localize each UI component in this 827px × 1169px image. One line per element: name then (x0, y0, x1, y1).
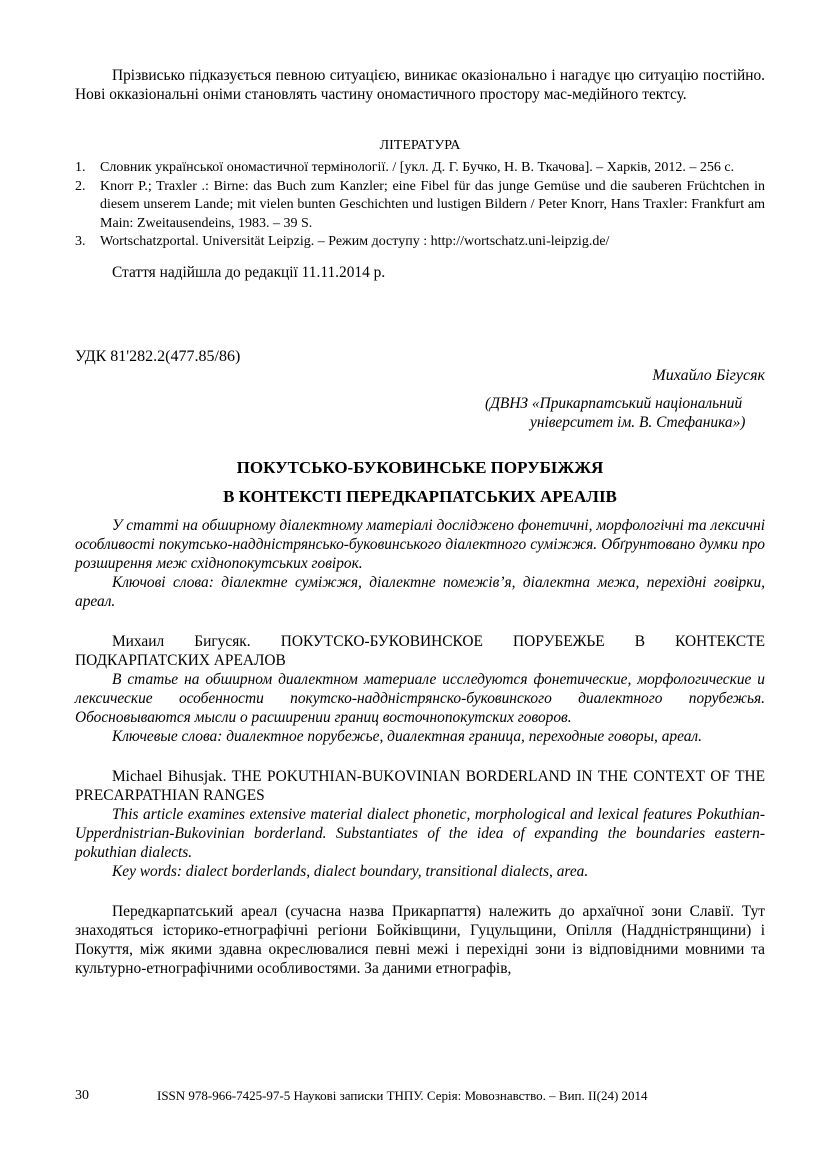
reference-text: Wortschatzportal. Universität Leipzig. – Режим доступу : http://wortschatz.uni-leipzig.de/ (100, 234, 610, 249)
references-list (75, 159, 765, 252)
abstract-russian (75, 632, 765, 746)
abstract-heading: Michael Bihusjak. THE POKUTHIAN-BUKOVINIAN BORDERLAND IN THE CONTEXT OF THE PRECARPATHIAN RANGES (75, 767, 765, 804)
reference-number: 1. (75, 160, 86, 175)
keywords: Key words: dialect borderlands, dialect boundary, transitional dialects, area. (112, 862, 589, 880)
abstract-text: В статье на обширном диалектном материале исследуются фонетические, морфологические и лексические особенности покутско-наддністрянско-буковинского диалектного порубежья. Обосновываются мысли о расширении границ восточнопокутских говоров. (75, 670, 765, 726)
abstract-english (75, 767, 765, 881)
journal-info: ISSN 978-966-7425-97-5 Наукові записки ТНПУ. Серія: Мовознавство. – Вип. ІІ(24) 2014 (157, 1088, 648, 1103)
abstract-text: У статті на обширному діалектному матеріалі досліджено фонетичні, морфологічні та лексичні особливості покутсько-наддністрянсько-буковинського діалектного суміжжя. Обґрунтовано думки про розширення меж східнопокутських говірок. (75, 516, 765, 572)
author-affiliation (75, 394, 765, 432)
reference-text: Knorr P.; Traxler .: Birne: das Buch zum Kanzler; eine Fibel für das junge Gemüse und die sauberen Früchtchen in diesem unserem Lande; mit vielen bunten Geschichten und lustigen Bildern / Peter Knorr, Hans Traxler: Frankfurt am Main: Zweitausendeins, 1983. – 39 S. (100, 178, 765, 231)
abstract-heading: Михаил Бигусяк. ПОКУТСКО-БУКОВИНСКОЕ ПОРУБЕЖЬЕ В КОНТЕКСТЕ ПОДКАРПАТСКИХ АРЕАЛОВ (75, 632, 765, 669)
received-note: Стаття надійшла до редакції 11.11.2014 р. (112, 263, 386, 281)
body-paragraph: Передкарпатський ареал (сучасна назва Прикарпаття) належить до архаїчної зони Славії. Тут знаходяться історико-етнографічні регіони Бойківщини, Гуцульщини, Опілля (Наддністрянщини) і Покуття, між якими здавна окреслювалися певні межі і перехідні зони із відповідними мовними та культурно-етнографічними особливостями. За даними етнографів, (75, 902, 765, 977)
page-number: 30 (75, 1088, 89, 1103)
intro-paragraph: Прізвисько підказується певною ситуацією, виникає оказіонально і нагадує цю ситуацію постійно. Нові окказіональні оніми становлять частину ономастичного простору мас-медійного тектсу. (75, 67, 765, 103)
reference-text: Словник української ономастичної термінології. / [укл. Д. Г. Бучко, Н. В. Ткачова]. – Харків, 2012. – 256 с. (100, 160, 735, 175)
reference-number: 3. (75, 234, 86, 249)
affiliation-line: університет ім. В. Стефаника») (530, 413, 746, 431)
affiliation-line: (ДВНЗ «Прикарпатський національний (485, 394, 743, 412)
keywords: Ключові слова: діалектне суміжжя, діалектне помежів’я, діалектна межа, перехідні говірки, ареал. (75, 573, 765, 610)
udk-code: УДК 81'282.2(477.85/86) (75, 347, 241, 365)
article-title: ПОКУТСЬКО-БУКОВИНСЬКЕ ПОРУБІЖЖЯ (236, 457, 604, 477)
article-title: В КОНТЕКСТІ ПЕРЕДКАРПАТСЬКИХ АРЕАЛІВ (223, 486, 617, 506)
reference-item (75, 178, 765, 234)
article-page (75, 66, 765, 978)
references-heading: ЛІТЕРАТУРА (379, 138, 461, 153)
reference-number: 2. (75, 178, 86, 194)
author-name: Михайло Бігусяк (652, 366, 765, 384)
abstract-ukrainian (75, 516, 765, 611)
reference-item (75, 159, 765, 178)
abstract-text: This article examines extensive material dialect phonetic, morphological and lexical features Pokuthian-Upperdnistrian-Bukovinian borderland. Substantiates of the idea of expanding the boundaries eastern-pokuthian dialects. (75, 805, 765, 861)
keywords: Ключевые слова: диалектное порубежье, диалектная граница, переходные говоры, ареал. (112, 727, 702, 745)
reference-item (75, 233, 765, 252)
